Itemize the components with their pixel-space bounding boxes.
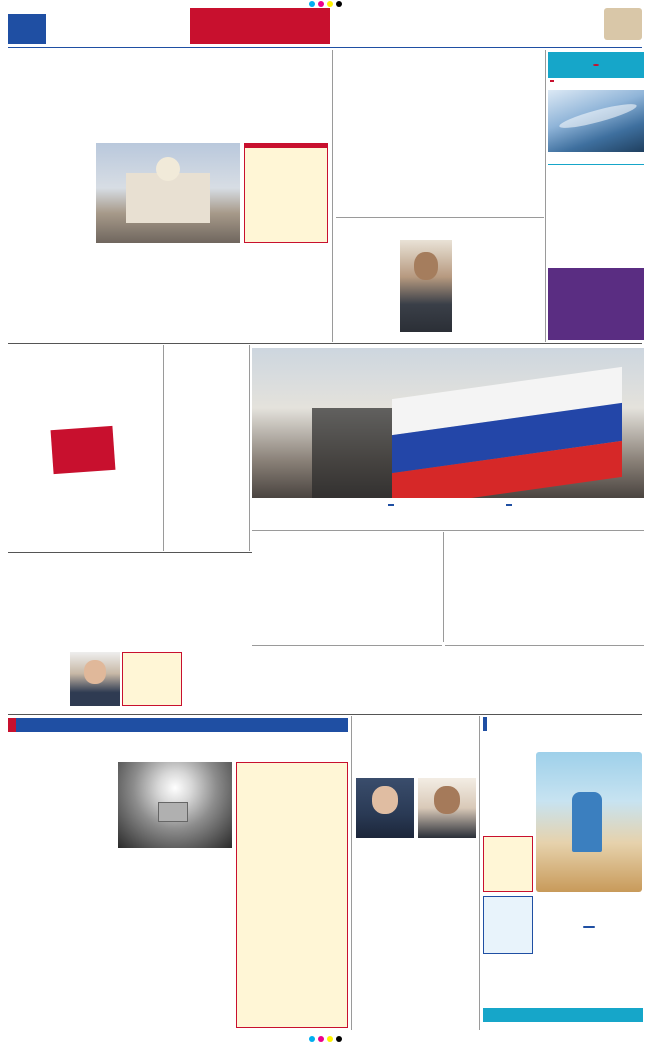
moon-body-continued	[118, 852, 232, 1028]
quote-author-photo	[604, 8, 642, 40]
gurdwara-photo	[96, 143, 240, 243]
russia-headline	[258, 382, 262, 399]
jaishankar-photo	[400, 240, 452, 332]
genz-headline	[483, 718, 643, 731]
sidebar-title	[548, 52, 644, 78]
column-rule-1	[332, 50, 333, 342]
registration-marks-top	[0, 0, 650, 8]
genz-stat2-box	[483, 896, 533, 954]
rule-ukraine-top	[252, 645, 442, 646]
sidebar-tag	[550, 80, 554, 82]
genz-footer-bar	[483, 1008, 643, 1022]
column-rule-7	[479, 716, 480, 1030]
top-quote	[338, 10, 600, 36]
mission-bar	[8, 718, 348, 732]
chang-e7-body	[237, 769, 347, 775]
rule-youth-top	[445, 645, 644, 646]
boarding-body	[254, 562, 440, 642]
registration-marks-bottom	[0, 1035, 650, 1043]
lead-body	[12, 143, 92, 343]
column-rule-6	[351, 716, 352, 1030]
page-number	[8, 14, 46, 44]
jaishankar-body-continued	[455, 240, 543, 340]
genz-headline-line1-wrap	[483, 718, 643, 731]
genz-stat1-box	[483, 836, 533, 892]
rule-row2	[8, 343, 642, 344]
rule-universities-top	[8, 552, 252, 553]
year-1994	[506, 504, 512, 506]
ambassador-photo	[70, 652, 120, 706]
column-rule-2	[545, 50, 546, 342]
section-title	[190, 8, 330, 44]
universities-body	[10, 598, 70, 710]
russia-caption	[254, 500, 384, 526]
genz-headline-tag	[483, 717, 487, 731]
moon-surface-photo	[118, 762, 232, 848]
year-1991	[388, 504, 394, 506]
china-body	[336, 116, 542, 214]
column-rule-3	[163, 345, 164, 551]
atmospheric-river-image	[548, 90, 644, 152]
sidebar-description	[548, 164, 644, 212]
ohio-body	[356, 850, 476, 1028]
jaishankar-body	[336, 240, 398, 340]
sidebar-title-mid	[593, 64, 599, 66]
column-rule-4	[249, 345, 250, 551]
russian-flag	[392, 367, 622, 498]
universities-body-end	[186, 652, 248, 710]
ukraine-body	[254, 664, 440, 712]
genz-logo-right	[583, 926, 595, 928]
genz-travel-photo	[536, 752, 642, 892]
lead-side-box-body	[245, 148, 327, 154]
vance-photo	[356, 778, 414, 838]
rule-row3	[252, 530, 644, 531]
chang-e7-box	[236, 762, 348, 1028]
off-record-badge	[51, 426, 116, 474]
moon-body	[10, 778, 114, 1028]
california-body	[447, 582, 643, 642]
genz-logo	[536, 896, 642, 954]
column-rule-5	[443, 532, 444, 642]
youth-body	[447, 664, 643, 712]
lead-body-continued	[96, 246, 328, 341]
sidebar-charcha-body	[548, 226, 644, 266]
ramaswamy-photo	[418, 778, 476, 838]
mission-label	[8, 718, 16, 732]
us-australia-box	[548, 268, 644, 340]
header-rule	[8, 47, 642, 48]
russia-flag-photo	[252, 348, 644, 498]
gujarat-body	[167, 380, 247, 548]
off-record-line2	[51, 432, 113, 436]
universities-body-continued	[74, 598, 248, 650]
universities-quote-box	[122, 652, 182, 706]
off-record-line1	[63, 431, 101, 434]
rule-row4	[8, 714, 642, 715]
rule-jaishankar-top	[336, 217, 544, 218]
genz-body-continued	[483, 958, 643, 1004]
genz-body	[483, 752, 533, 832]
lead-side-box	[244, 143, 328, 243]
